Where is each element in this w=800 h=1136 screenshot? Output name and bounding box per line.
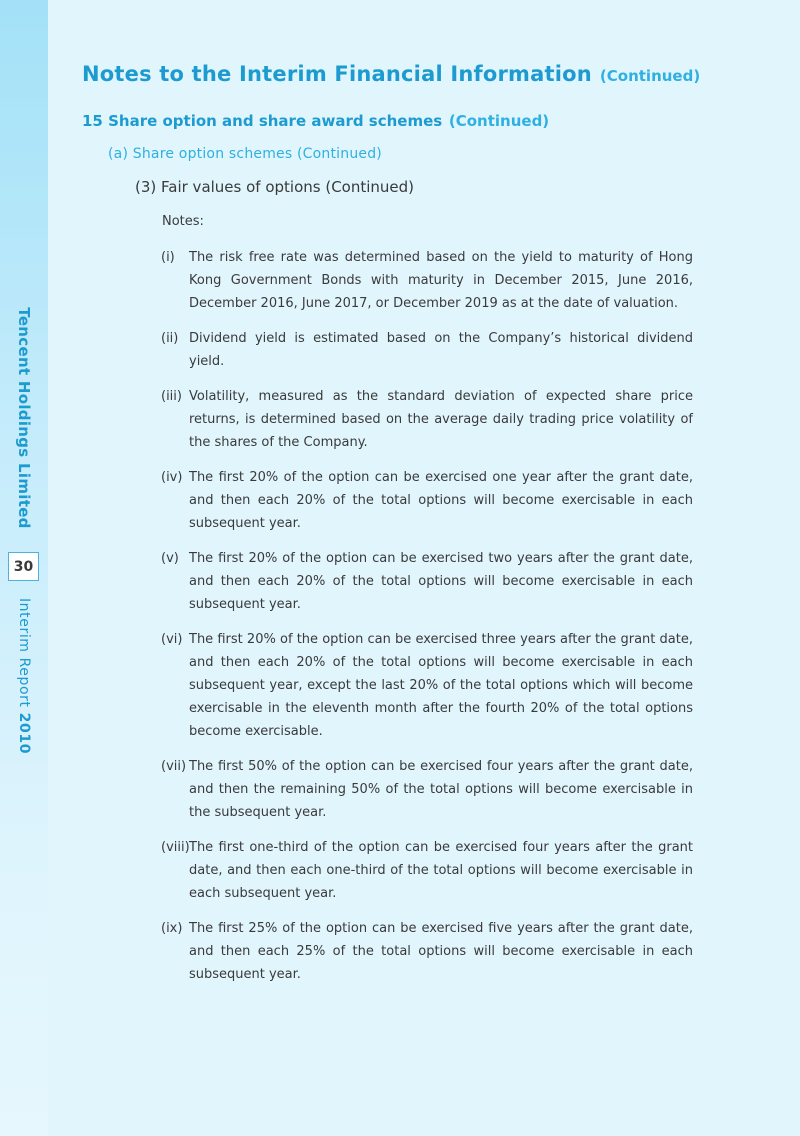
page-number: 30 (8, 552, 39, 581)
sidebar-report-label: Interim Report (16, 597, 32, 708)
section-heading (82, 105, 549, 133)
page-title-continued: (Continued) (599, 67, 701, 85)
side-strip (0, 0, 48, 1136)
note-text: The first 20% of the option can be exercised one year after the grant date, and then each 20% of the total options will become exercisable in each subsequent year. (189, 470, 693, 531)
note-item-vi (161, 628, 693, 743)
note-marker: (iv) (161, 470, 183, 485)
note-item-iii (161, 385, 693, 454)
note-text: The first 25% of the option can be exercised five years after the grant date, and then each 25% of the total options will become exercisable in each subsequent year. (189, 921, 693, 982)
note-item-vii (161, 755, 693, 824)
note-marker: (viii) (161, 840, 190, 855)
note-text: The first one-third of the option can be exercised four years after the grant date, and then each one-third of the total options will become exercisable in each subsequent year. (189, 840, 693, 901)
note-item-iv (161, 466, 693, 535)
note-marker: (v) (161, 551, 179, 566)
sidebar-report-year: 2010 (16, 712, 32, 755)
note-text: Volatility, measured as the standard deviation of expected share price returns, is determined based on the average daily trading price volatility of the shares of the Company. (189, 389, 693, 450)
sidebar-report-title (16, 598, 32, 754)
note-item-ii (161, 327, 693, 373)
subsection-heading: (a) Share option schemes (Continued) (108, 146, 382, 162)
note-marker: (ii) (161, 331, 179, 346)
page-title-text: Notes to the Interim Financial Information (82, 62, 592, 86)
note-text: Dividend yield is estimated based on the Company’s historical dividend yield. (189, 331, 693, 369)
section-heading-text: 15 Share option and share award schemes (82, 112, 443, 130)
page-title (82, 52, 700, 89)
note-text: The first 20% of the option can be exercised two years after the grant date, and then each 20% of the total options will become exercisable in each subsequent year. (189, 551, 693, 612)
note-marker: (iii) (161, 389, 182, 404)
note-item-i (161, 246, 693, 315)
note-item-viii (161, 836, 693, 905)
note-text: The first 20% of the option can be exercised three years after the grant date, and then each 20% of the total options will become exercisable in each subsequent year, except the last 20% of the total options which will become exercisable in the eleventh month after the fourth 20% of the total options become exercisable. (189, 632, 693, 739)
sub-subsection-heading: (3) Fair values of options (Continued) (135, 178, 415, 196)
note-text: The risk free rate was determined based on the yield to maturity of Hong Kong Government Bonds with maturity in December 2015, June 2016, December 2016, June 2017, or December 2019 as at the date of valuation. (189, 250, 693, 311)
note-marker: (vii) (161, 759, 187, 774)
note-text: The first 50% of the option can be exercised four years after the grant date, and then the remaining 50% of the total options will become exercisable in the subsequent year. (189, 759, 693, 820)
note-item-v (161, 547, 693, 616)
section-heading-continued: (Continued) (448, 112, 550, 130)
note-marker: (vi) (161, 632, 183, 647)
note-item-ix (161, 917, 693, 986)
notes-list (161, 246, 693, 998)
note-marker: (ix) (161, 921, 183, 936)
sidebar-company-name: Tencent Holdings Limited (15, 307, 33, 529)
notes-label: Notes: (162, 214, 204, 229)
note-marker: (i) (161, 250, 175, 265)
